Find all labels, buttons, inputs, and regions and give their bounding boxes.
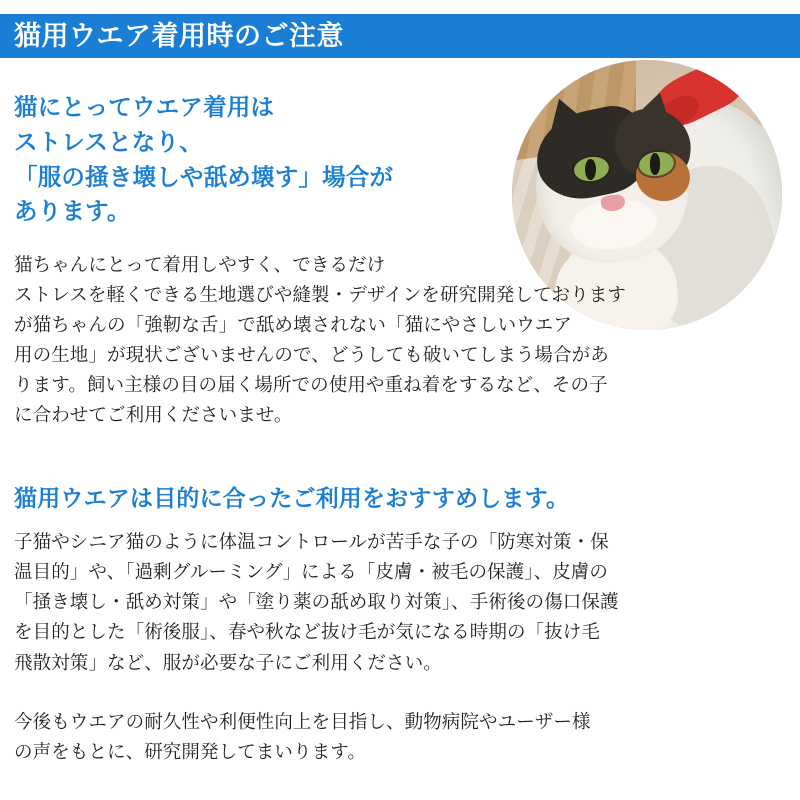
body-line: の声をもとに、研究開発してまいります。 bbox=[14, 741, 366, 763]
body-line: ストレスを軽くできる生地選びや縫製・デザインを研究開発しております bbox=[14, 283, 626, 305]
body-paragraph-1 bbox=[14, 250, 626, 430]
section-heading: 猫用ウエアは目的に合ったご利用をおすすめします。 bbox=[14, 485, 570, 511]
body-paragraph-3 bbox=[14, 707, 792, 767]
lead-paragraph bbox=[14, 90, 519, 229]
lead-line: 「服の掻き壊しや舐め壊す」場合が bbox=[14, 163, 394, 190]
body-line: 飛散対策」など、服が必要な子にご利用ください。 bbox=[14, 651, 442, 673]
body-paragraph-2 bbox=[14, 527, 792, 678]
body-line: に合わせてご利用くださいませ。 bbox=[14, 403, 293, 425]
page-title: 猫用ウエア着用時のご注意 bbox=[14, 20, 344, 51]
body-line: 温目的」や、「過剰グルーミング」による「皮膚・被毛の保護」、皮膚の bbox=[14, 561, 609, 583]
body-line: ります。飼い主様の目の届く場所での使用や重ね着をするなど、その子 bbox=[14, 373, 608, 395]
body-line: 今後もウエアの耐久性や利便性向上を目指し、動物病院やユーザー様 bbox=[14, 711, 591, 732]
body-line: が猫ちゃんの「強靭な舌」で舐め壊されない「猫にやさしいウエア bbox=[14, 313, 573, 335]
body-line: を目的とした「術後服」、春や秋など抜け毛が気になる時期の「抜け毛 bbox=[14, 621, 600, 643]
body-line: 用の生地」が現状ございませんので、どうしても破いてしまう場合があ bbox=[14, 343, 609, 365]
body-line: 子猫やシニア猫のように体温コントロールが苦手な子の「防寒対策・保 bbox=[14, 531, 609, 552]
header-bar bbox=[0, 14, 800, 58]
photo-cat-pupil-left bbox=[585, 159, 596, 181]
lead-line: ストレスとなり、 bbox=[14, 128, 203, 155]
body-line: 猫ちゃんにとって着用しやすく、できるだけ bbox=[14, 254, 386, 275]
lead-line: あります。 bbox=[14, 198, 131, 225]
body-line: 「掻き壊し・舐め対策」や「塗り薬の舐め取り対策」、手術後の傷口保護 bbox=[14, 591, 619, 613]
lead-line: 猫にとってウエア着用は bbox=[14, 94, 275, 120]
